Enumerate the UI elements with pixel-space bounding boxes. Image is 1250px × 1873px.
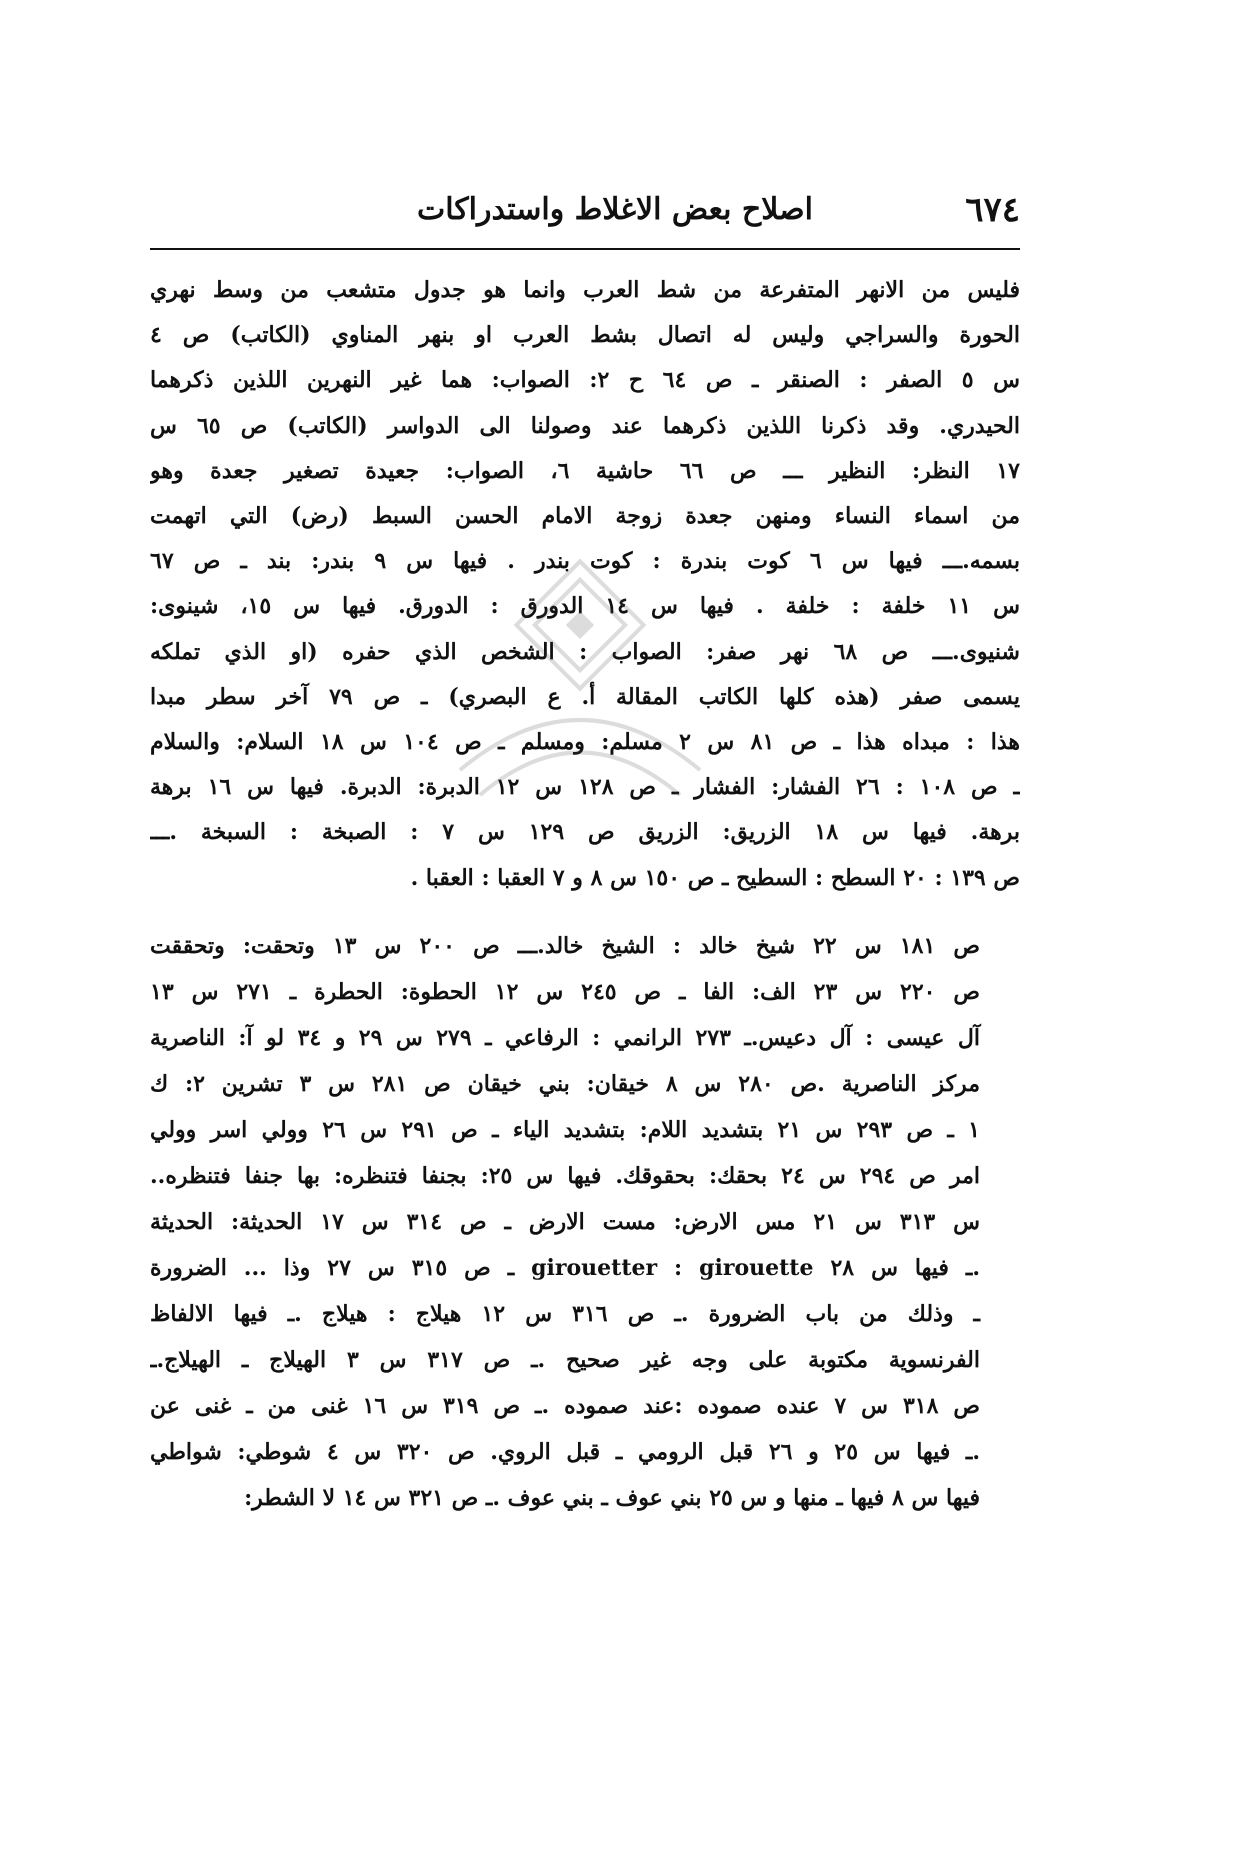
library-watermark-logo xyxy=(430,540,730,840)
header-rule xyxy=(150,248,1020,250)
text-line: الحيدري. وقد ذكرنا اللذين ذكرهما عند وصولنا الى الدواسر (الكاتب) ص ٦٥ س xyxy=(150,412,1020,439)
text-line: ص ١٨١ س ٢٢ شيخ خالد : الشيخ خالد.ـــ ص ٢٠٠ س ١٣ وتحقت: وتحققت xyxy=(150,932,980,959)
page-number: ٦٧٤ xyxy=(965,190,1020,230)
text-line: شنيوى.ـــ ص ٦٨ نهر صفر: الصواب : الشخص الذي حفره (او الذي تملكه xyxy=(150,638,1020,665)
text-line: ـ ص ١٠٨ : ٢٦ الفشار: الفشار ـ ص ١٢٨ س ١٢ الدبرة: الدبرة. فيها س ١٦ برهة xyxy=(150,774,1020,801)
text-line: ١ ـ ص ٢٩٣ س ٢١ بتشديد اللام: بتشديد الياء ـ ص ٢٩١ س ٢٦ وولي اسر وولي xyxy=(150,1116,980,1143)
text-line: هذا : مبداه هذا ـ ص ٨١ س ٢ مسلم: ومسلم ـ ص ١٠٤ س ١٨ السلام: والسلام xyxy=(150,729,1020,756)
text-line: بسمه.ـــ فيها س ٦ كوت بندرة : كوت بندر . فيها س ٩ بندر: بند ـ ص ٦٧ xyxy=(150,548,1020,575)
text-line: آل عيسى : آل دعيس.ـ ٢٧٣ الرانمي : الرفاعي ـ ٢٧٩ س ٢٩ و ٣٤ لو آ: الناصرية xyxy=(150,1024,980,1051)
text-line: برهة. فيها س ١٨ الزريق: الزريق ص ١٢٩ س ٧ : الصبخة : السبخة .ـــ xyxy=(150,819,1020,846)
text-line: ص ٢٢٠ س ٢٣ الف: الفا ـ ص ٢٤٥ س ١٢ الحطوة: الحطرة ـ ٢٧١ س ١٣ xyxy=(150,978,980,1005)
text-line: ـ وذلك من باب الضرورة .ـ ص ٣١٦ س ١٢ هيلاج : هيلاج .ـ فيها الالفاظ xyxy=(150,1300,980,1327)
text-line: .ـ فيها س ٢٥ و ٢٦ قبل الرومي ـ قبل الروي. ص ٣٢٠ س ٤ شوطي: شواطي xyxy=(150,1438,980,1465)
text-line: ص ١٣٩ : ٢٠ السطح : السطيح ـ ص ١٥٠ س ٨ و ٧ العقبا : العقبا . xyxy=(410,864,1020,891)
text-line: فليس من الانهر المتفرعة من شط العرب وانما هو جدول متشعب من وسط نهري xyxy=(150,277,1020,303)
text-line: س ١١ خلفة : خلفة . فيها س ١٤ الدورق : الدورق. فيها س ١٥، شينوى: xyxy=(150,593,1020,620)
text-line: س ٣١٣ س ٢١ مس الارض: مست الارض ـ ص ٣١٤ س ١٧ الحديثة: الحديثة xyxy=(150,1208,980,1235)
errata-paragraph-2 xyxy=(150,923,1020,1521)
text-line: امر ص ٢٩٤ س ٢٤ بحقك: بحقوقك. فيها س ٢٥: بجنفا فتنظره: بها جنفا فتنظره.. xyxy=(150,1162,981,1189)
page-header xyxy=(150,185,1020,245)
text-line: من اسماء النساء ومنهن جعدة زوجة الامام الحسن السبط (رض) التي اتهمت xyxy=(150,503,1020,530)
text-line: ١٧ النظر: النظير ـــ ص ٦٦ حاشية ٦، الصواب: جعيدة تصغير جعدة وهو xyxy=(150,457,1020,484)
text-line: فيها س ٨ فيها ـ منها و س ٢٥ بني عوف ـ بني عوف .ـ ص ٣٢١ س ١٤ لا الشطر: xyxy=(244,1484,980,1511)
text-line: س ٥ الصفر : الصنقر ـ ص ٦٤ ح ٢: الصواب: هما غير النهرين اللذين ذكرهما xyxy=(150,367,1020,394)
text-line: الحورة والسراجي وليس له اتصال بشط العرب او بنهر المناوي (الكاتب) ص ٤ xyxy=(150,322,1020,349)
text-line: .ـ فيها س ٢٨ girouetter : girouette ـ ص ٣١٥ س ٢٧ وذا ... الضرورة xyxy=(150,1254,980,1281)
text-line: مركز الناصرية .ص ٢٨٠ س ٨ خيقان: بني خيقان ص ٢٨١ س ٣ تشرين ٢: ك xyxy=(150,1070,980,1097)
errata-body xyxy=(150,268,1020,1521)
text-line: الفرنسوية مكتوبة على وجه غير صحيح .ـ ص ٣١٧ س ٣ الهيلاج ـ الهيلاج.ـ xyxy=(150,1346,980,1373)
text-line: يسمى صفر (هذه كلها الكاتب المقالة أ. ع البصري) ـ ص ٧٩ آخر سطر مبدا xyxy=(150,683,1020,710)
running-title: اصلاح بعض الاغلاط واستدراكات xyxy=(416,192,813,227)
text-line: ص ٣١٨ س ٧ عنده صموده :عند صموده .ـ ص ٣١٩ س ١٦ غنى من ـ غنى عن xyxy=(150,1392,980,1419)
